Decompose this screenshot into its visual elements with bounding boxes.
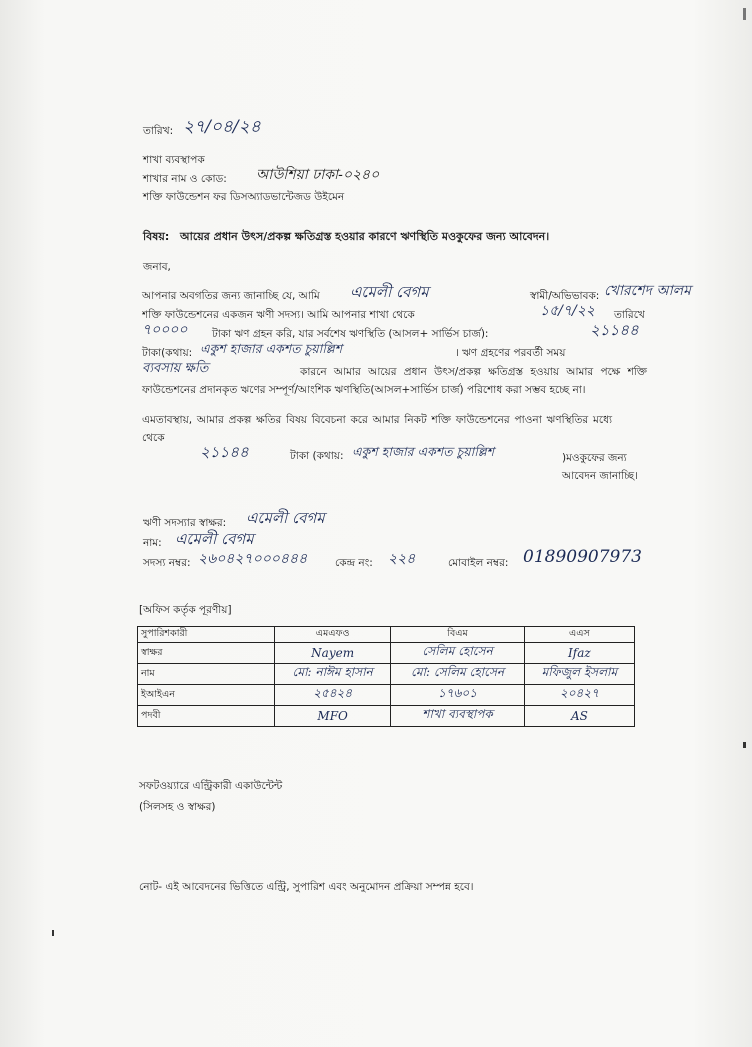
loan-date: ১৫/৭/২২ <box>540 303 595 319</box>
para1-text-4: তারিখে <box>614 308 645 325</box>
table-row <box>138 664 635 685</box>
scan-speck <box>743 742 746 748</box>
row-label-name: নাম <box>138 664 275 685</box>
member-name-value: এমেলী বেগম <box>175 530 254 548</box>
as-designation: AS <box>524 706 634 727</box>
center-value: ২২৪ <box>388 551 416 567</box>
row-label-signature: স্বাক্ষর <box>138 643 275 664</box>
para1-text-5: টাকা ঋণ গ্রহন করি, যার সর্বশেষ ঋণস্থিতি (আসল+ সার্ভিস চার্জ): <box>212 328 489 340</box>
date-label: তারিখ: <box>143 125 174 137</box>
mfo-signature: Nayem <box>275 643 391 664</box>
header-mfo: এমএফও <box>275 627 391 643</box>
mfo-name: মো: নাঈম হাসান <box>275 664 391 685</box>
para2-text-1: এমতাবস্থায়, আমার প্রকল্প ক্ষতির বিষয় বিবেচনা করে আমার নিকট শক্তি ফাউন্ডেশনের পাওনা ঋণস্থিতির মধ্যে থেকে <box>142 414 612 444</box>
date-value: ২৭/০৪/২৪ <box>183 117 261 137</box>
software-entry-title: সফটওয়্যারে এন্ট্রিকারী একাউন্টেন্ট <box>139 780 283 792</box>
para1-text-6: টাকা(কথায়: <box>142 347 193 359</box>
para1-text-2: স্বামী/অভিভাবক: <box>530 290 600 302</box>
guardian-name: খোরশেদ আলম <box>604 283 691 299</box>
applicant-name: এমেলী বেগম <box>350 283 429 301</box>
salutation: জনাব, <box>143 261 171 273</box>
branch-label: শাখার নাম ও কোড: <box>143 173 227 185</box>
header-recommender: সুপারিশকারী <box>138 627 275 643</box>
bm-signature: সেলিম হোসেন <box>391 643 525 664</box>
scan-speck <box>52 930 54 936</box>
member-id-value: ২৬০৪২৭০০০৪৪৪ <box>198 551 308 567</box>
bm-ein: ১৭৬০১ <box>391 685 525 706</box>
branch-value: আউশিয়া ঢাকা-০২৪০ <box>256 167 380 183</box>
table-row <box>138 706 635 727</box>
header-bm: বিএম <box>391 627 525 643</box>
loan-amount: ৭০০০০ <box>142 322 188 338</box>
subject-text: আয়ের প্রধান উৎস/প্রকল্প ক্ষতিগ্রস্ত হওয়ার কারণে ঋণস্থিতি মওকুফের জন্য আবেদন। <box>180 230 550 243</box>
as-ein: ২০৪২৭ <box>524 685 634 706</box>
organization-name: শক্তি ফাউন্ডেশন ফর ডিসঅ্যাডভান্টেজড উইমেন <box>143 191 345 203</box>
office-heading: [অফিস কর্তৃক পূরণীয়] <box>139 604 232 616</box>
para1-text-8: কারনে আমার আয়ের প্রধান উৎস/প্রকল্প ক্ষতিগ্রস্ত হওয়ায় আমার পক্ষে শক্তি ফাউন্ডেশনের প্রদানকৃত ঋণের সম্পূর্ণ/আংশিক ঋণস্থিতি(আসল+সার্ভিস চার্জ) পরিশোধ করা সম্ভব হচ্ছে না। <box>142 366 647 396</box>
row-label-ein: ইআইএন <box>138 685 275 706</box>
member-signature: এমেলী বেগম <box>246 509 325 527</box>
bm-name: মো: সেলিম হোসেন <box>391 664 525 685</box>
note-text: নোট- এই আবেদনের ভিত্তিতে এন্ট্রি, সুপারিশ এবং অনুমোদন প্রক্রিয়া সম্পন্ন হবে। <box>139 881 474 893</box>
loan-balance: ২১১৪৪ <box>590 321 639 339</box>
scan-speck <box>743 8 746 20</box>
member-signature-label: ঋণী সদস্যার স্বাক্ষর: <box>143 517 227 529</box>
software-entry-seal: (সিলসহ ও স্বাক্ষর) <box>139 801 216 813</box>
mfo-ein: ২৫৪২৪ <box>275 685 391 706</box>
as-signature: Ifaz <box>524 643 634 664</box>
row-label-designation: পদবী <box>138 706 275 727</box>
waiver-amount-words: একুশ হাজার একশত চুয়াল্লিশ <box>352 444 495 459</box>
mobile-value: 01890907973 <box>523 547 642 567</box>
para1-text-7: । ঋণ গ্রহণের পরবর্তী সময় <box>455 347 566 359</box>
loss-cause: ব্যবসায় ক্ষতি <box>142 361 209 376</box>
office-table <box>137 626 635 727</box>
mfo-designation: MFO <box>275 706 391 727</box>
mobile-label: মোবাইল নম্বর: <box>448 557 509 569</box>
table-row <box>138 685 635 706</box>
table-row <box>138 643 635 664</box>
as-name: মফিজুল ইসলাম <box>524 664 634 685</box>
para1-text-3: শক্তি ফাউন্ডেশনের একজন ঋণী সদস্য। আমি আপনার শাখা থেকে <box>142 309 415 321</box>
table-header-row <box>138 627 635 643</box>
para2-text-2: টাকা (কথায়: <box>290 450 344 462</box>
member-id-label: সদস্য নম্বর: <box>143 557 191 569</box>
balance-words: একুশ হাজার একশত চুয়াল্লিশ <box>200 341 343 356</box>
para2-text-3: )মওকুফের জন্য আবেদন জানাচ্ছি। <box>562 452 638 482</box>
bm-designation: শাখা ব্যবস্থাপক <box>391 706 525 727</box>
center-label: কেন্দ্র নং: <box>335 557 373 569</box>
para1-text-1: আপনার অবগতির জন্য জানাচ্ছি যে, আমি <box>142 290 320 302</box>
subject-label: বিষয়: <box>143 230 170 243</box>
addressee-title: শাখা ব্যবস্থাপক <box>143 154 205 166</box>
header-as: এএস <box>524 627 634 643</box>
waiver-amount: ২১১৪৪ <box>200 443 249 461</box>
member-name-label: নাম: <box>143 537 162 549</box>
